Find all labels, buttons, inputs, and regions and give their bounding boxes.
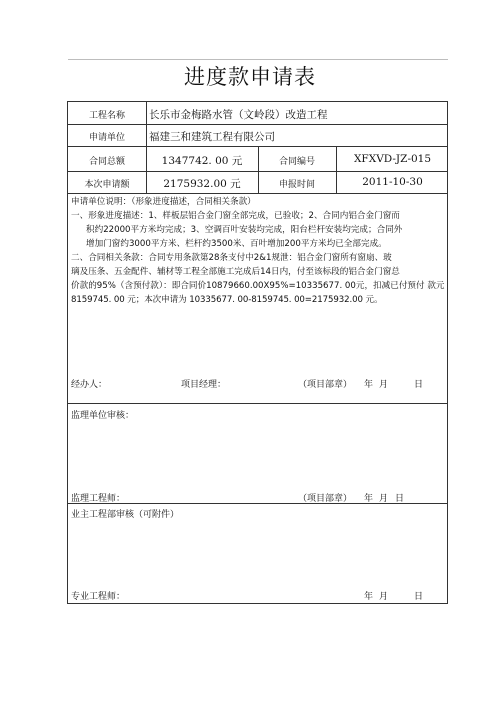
applicant-label: 申请单位 — [88, 133, 125, 143]
request-amount-value: 2175932.00 元 — [163, 178, 241, 190]
contract-total-label: 合同总额 — [88, 157, 125, 167]
owner-review-label: 业主工程部审核（可附件） — [71, 510, 180, 520]
handler-label: 经办人： — [71, 380, 108, 390]
month-label: 月 — [379, 380, 389, 390]
applicant-value: 福建三和建筑工程有限公司 — [149, 131, 275, 143]
request-amount-label: 本次申请额 — [84, 180, 130, 190]
application-form — [67, 101, 448, 604]
explanation-line: 一、形象进度描述：1、样板层铝合金门窗全部完成，已验收；2、合同内铝合金门窗而 — [71, 211, 400, 221]
explanation-line: 璃及压条、五金配件、辅材等工程全部施工完成后14日内，付至该标段的铝合金门窗总 — [71, 267, 400, 277]
explanation-line: 申请单位说明：（形象进度描述，合同相关条款） — [71, 197, 256, 207]
explanation-line: 8159745. 00 元；本次申请为 10335677. 00-8159745. 00=2175932.00 元。 — [71, 295, 383, 305]
seal-label: （项目部章） — [298, 380, 353, 390]
report-date-label: 申报时间 — [278, 180, 315, 190]
day-label: 日 — [414, 380, 424, 390]
supervisor-seal-label: （项目部章） — [298, 494, 353, 504]
owner-month-label: 月 — [379, 592, 389, 602]
owner-year-label: 年 — [364, 592, 374, 602]
year-label: 年 — [364, 380, 374, 390]
contract-total-value: 1347742. 00 元 — [161, 155, 243, 167]
row-divider — [68, 193, 447, 194]
manager-label: 项目经理： — [181, 380, 227, 390]
supervisor-year-label: 年 — [364, 494, 374, 504]
project-name-value: 长乐市金梅路水管（文岭段）改造工程 — [149, 109, 328, 121]
supervisor-engineer-label: 监理工程师： — [71, 494, 126, 504]
explanation-line: 积约22000平方米均完成；3、空调百叶安装均完成，阳台栏杆安装均完成；合同外 — [86, 225, 403, 235]
contract-no-label: 合同编号 — [278, 157, 315, 167]
top-rule — [68, 59, 448, 60]
explanation-line: 增加门窗约3000平方米、栏杆约3500米、百叶增加200平方米均已全部完成。 — [86, 239, 387, 249]
page-title: 进度款申请表 — [184, 65, 316, 89]
owner-day-label: 日 — [414, 592, 424, 602]
owner-engineer-label: 专业工程师： — [71, 592, 126, 602]
explanation-line: 二、合同相关条款：合同专用条款第28条支付中2&1规泄：铝合金门窗所有窗扇、玻 — [71, 253, 392, 263]
supervisor-review-label: 监理单位审核： — [71, 411, 135, 421]
row-divider — [68, 124, 447, 125]
row-divider — [68, 403, 447, 404]
supervisor-day-label: 日 — [395, 494, 405, 504]
explanation-line: 价款的95%（含预付款）：即合同价10879660.00X95%=10335677. 00元，扣减已付预付 款元 — [71, 281, 445, 291]
project-name-label: 工程名称 — [88, 111, 125, 121]
contract-no-value: XFXVD-JZ-015 — [353, 153, 432, 165]
report-date-value: 2011-10-30 — [362, 176, 423, 188]
supervisor-month-label: 月 — [379, 494, 389, 504]
